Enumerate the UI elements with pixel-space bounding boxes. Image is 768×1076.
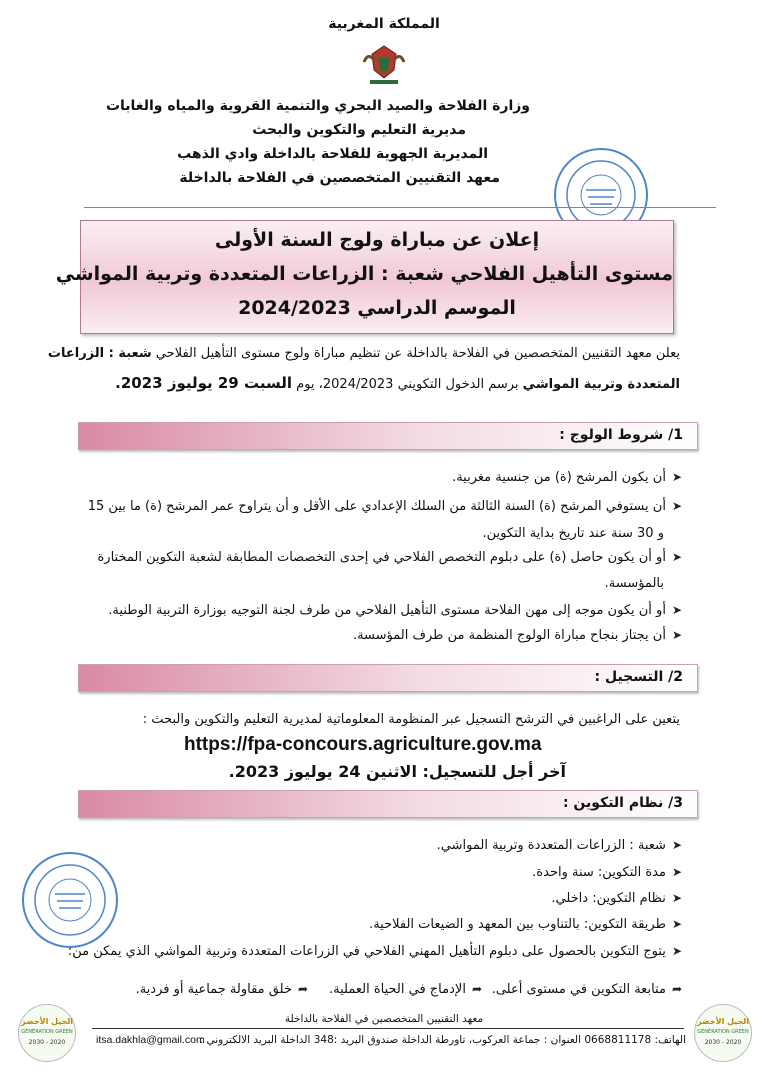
training-item	[68, 944, 682, 959]
bullet-icon: ➤	[671, 865, 682, 879]
logo-subtitle: GÉNÉRATION GREEN	[697, 1029, 749, 1035]
condition-item	[353, 628, 682, 643]
training-text: نظام التكوين: داخلي.	[551, 891, 666, 906]
section-2-label: 2/ التسجيل :	[594, 669, 683, 685]
logo-years: 2020 - 2030	[28, 1039, 66, 1046]
training-item	[551, 891, 682, 906]
condition-text: أو أن يكون حاصل (ة) على دبلوم التخصص الفلاحي في إحدى التخصصات المطابقة لشعبة التكوين المختارة	[97, 550, 666, 565]
intro-line-2-text: برسم الدخول التكويني 2024/2023، يوم	[296, 377, 519, 392]
condition-text: أو أن يكون موجه إلى مهن الفلاحة مستوى التأهيل الفلاحي من طرف لجنة التوجيه بوزارة التربية الوطنية.	[108, 603, 666, 618]
bullet-icon: ➤	[671, 891, 682, 905]
section-3-label: 3/ نظام التكوين :	[562, 795, 683, 811]
announcement-title-box	[55, 220, 674, 334]
regional-directorate-name: المديرية الجهوية للفلاحة بالداخلة وادي الذهب	[177, 146, 488, 162]
institute-stamp-left	[22, 852, 118, 948]
condition-item	[88, 499, 682, 514]
condition-continuation: بالمؤسسة.	[604, 576, 664, 591]
outcome-text: متابعة التكوين في مستوى أعلى.	[491, 982, 666, 997]
logo-title: الجيل الأخضر	[696, 1017, 750, 1026]
footer-contact: الهاتف: 0668811178 العنوان : جماعة العركوب، تاورطة الداخلة صندوق البريد :348 الداخلة البريد الالكتروني :	[199, 1034, 686, 1046]
outcome-item	[136, 982, 308, 997]
training-item	[437, 838, 682, 853]
bullet-icon: ➤	[671, 944, 682, 958]
footer-institute: معهد التقنيين المتخصصين في الفلاحة بالداخلة	[284, 1013, 484, 1025]
logo-subtitle: GÉNÉRATION GREEN	[21, 1029, 73, 1035]
institute-name: معهد التقنيين المتخصصين في الفلاحة بالداخلة	[179, 170, 500, 186]
arrow-circle-icon: ➦	[297, 982, 308, 996]
bullet-icon: ➤	[671, 603, 682, 617]
condition-text: أن يجتاز بنجاح مباراة الولوج المنظمة من طرف المؤسسة.	[352, 628, 666, 643]
exam-date: السبت 29 يوليوز 2023.	[115, 374, 293, 392]
training-text: شعبة : الزراعات المتعددة وتربية المواشي.	[436, 838, 666, 853]
coat-of-arms-icon	[358, 38, 410, 90]
ministry-name: وزارة الفلاحة والصيد البحري والتنمية القروية والمياه والغابات	[105, 98, 530, 114]
section-2-header	[78, 664, 698, 692]
registration-url-link[interactable]: https://fpa-concours.agriculture.gov.ma	[184, 734, 542, 755]
bullet-icon: ➤	[671, 470, 682, 484]
condition-text: أن يستوفي المرشح (ة) السنة الثالثة من السلك الإعدادي على الأقل و أن يتراوح عمر المرشح (ة) ما بين 15	[87, 499, 666, 514]
condition-text: أن يكون المرشح (ة) من جنسية مغربية.	[452, 470, 666, 485]
condition-continuation: و 30 سنة عند تاريخ بداية التكوين.	[482, 526, 664, 541]
intro-line-1-bold: شعبة : الزراعات	[47, 346, 152, 361]
title-line-2: مستوى التأهيل الفلاحي شعبة : الزراعات المتعددة وتربية المواشي	[55, 263, 673, 285]
intro-line-1	[48, 346, 680, 361]
condition-item	[97, 550, 682, 565]
header-separator	[84, 207, 716, 208]
green-generation-logo-right	[694, 1004, 752, 1062]
intro-line-2	[115, 374, 680, 392]
bullet-icon: ➤	[671, 838, 682, 852]
green-generation-logo-left	[18, 1004, 76, 1062]
outcome-text: الإدماج في الحياة العملية.	[329, 982, 466, 997]
title-line-1: إعلان عن مباراة ولوج السنة الأولى	[214, 229, 540, 251]
bullet-icon: ➤	[671, 499, 682, 513]
outcome-item	[492, 982, 682, 997]
section-3-header	[78, 790, 698, 818]
condition-item	[108, 603, 682, 618]
training-item	[532, 865, 682, 880]
intro-specialty: المتعددة وتربية المواشي	[522, 377, 680, 392]
logo-title: الجيل الأخضر	[20, 1017, 74, 1026]
training-item	[369, 917, 682, 932]
condition-item	[452, 470, 682, 485]
footer-separator	[92, 1028, 684, 1029]
intro-line-1-text: يعلن معهد التقنيين المتخصصين في الفلاحة بالداخلة عن تنظيم مباراة ولوج مستوى التأهيل الفلاحي	[155, 346, 680, 361]
outcome-item	[329, 982, 482, 997]
directorate-name: مديرية التعليم والتكوين والبحث	[252, 122, 466, 138]
section-1-label: 1/ شروط الولوج :	[559, 427, 683, 443]
arrow-circle-icon: ➦	[671, 982, 682, 996]
outcome-text: خلق مقاولة جماعية أو فردية.	[135, 982, 292, 997]
bullet-icon: ➤	[671, 917, 682, 931]
registration-deadline: آخر أجل للتسجيل: الاثنين 24 يوليوز 2023.	[228, 762, 566, 781]
footer-email-link[interactable]: itsa.dakhla@gmail.com	[96, 1034, 205, 1046]
bullet-icon: ➤	[671, 628, 682, 642]
kingdom-name: المملكة المغربية	[328, 16, 440, 32]
training-text: طريقة التكوين: بالتناوب بين المعهد و الضيعات الفلاحية.	[369, 917, 666, 932]
registration-text: يتعين على الراغبين في الترشح التسجيل عبر المنظومة المعلوماتية لمديرية التعليم والتكوين والبحث :	[142, 712, 680, 727]
logo-years: 2020 - 2030	[704, 1039, 742, 1046]
arrow-circle-icon: ➦	[471, 982, 482, 996]
bullet-icon: ➤	[671, 550, 682, 564]
training-text: يتوج التكوين بالحصول على دبلوم التأهيل المهني الفلاحي في الزراعات المتعددة وتربية المواشي الذي يمكن من:	[67, 944, 666, 959]
training-text: مدة التكوين: سنة واحدة.	[532, 865, 666, 880]
title-line-3: الموسم الدراسي 2024/2023	[238, 297, 516, 319]
section-1-header	[78, 422, 698, 450]
